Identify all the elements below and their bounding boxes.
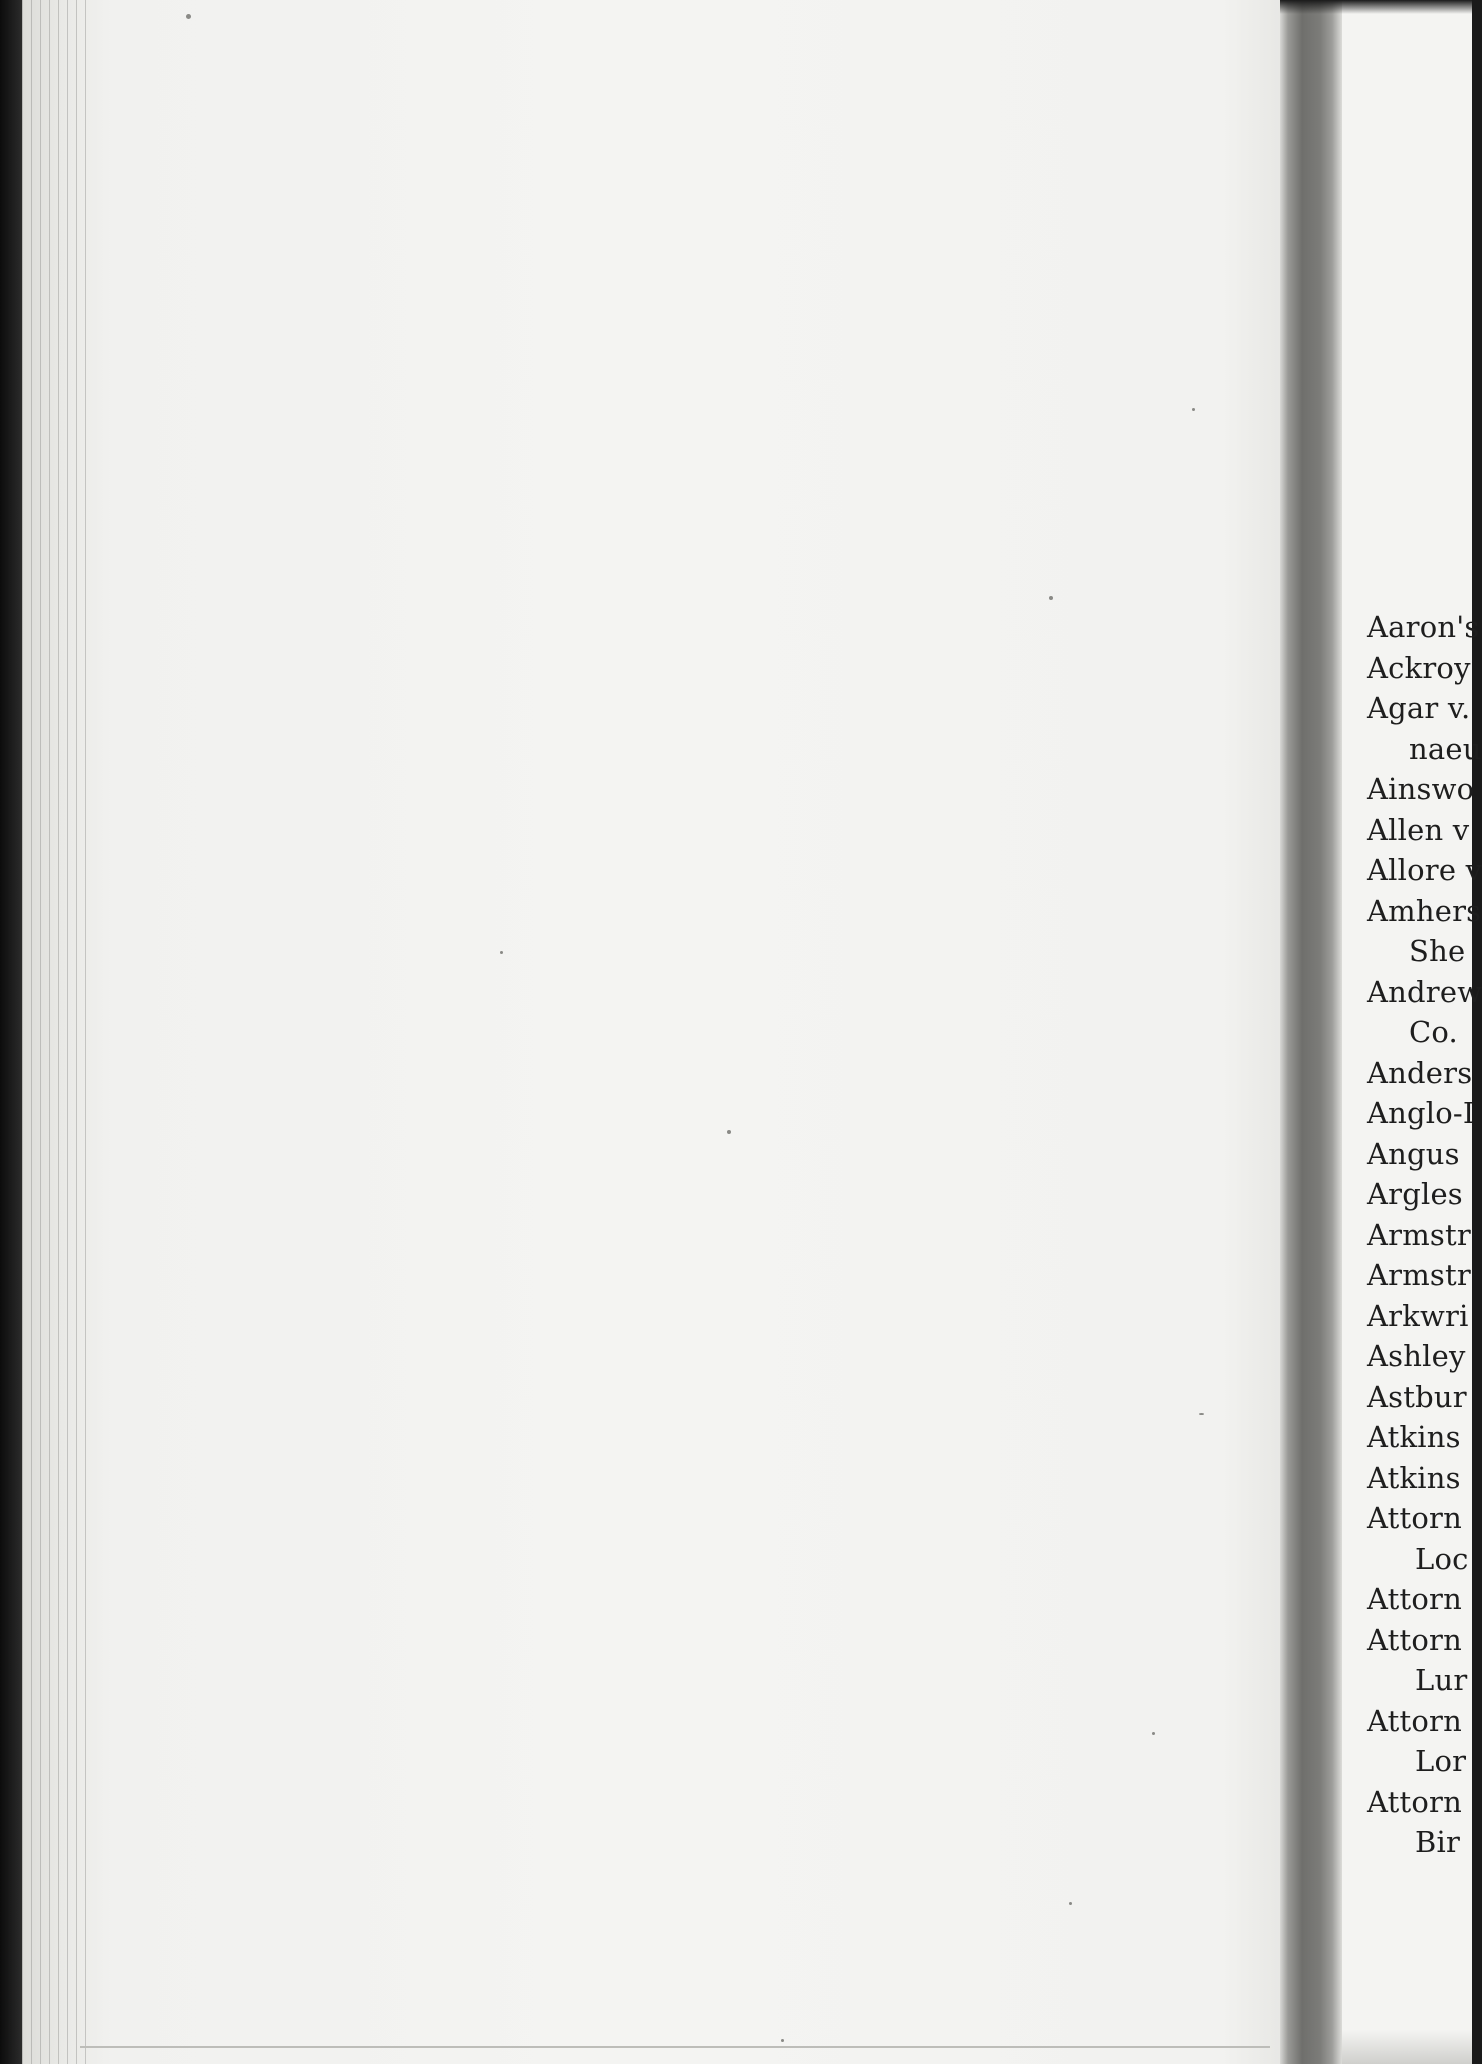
index-entry: Allen v <box>1367 812 1470 847</box>
scanner-edge <box>0 0 22 2064</box>
speck <box>1199 1413 1204 1415</box>
index-entry: Argles <box>1367 1177 1463 1211</box>
index-entry: Aaron's <box>1367 610 1480 644</box>
right-page-bottom-shadow <box>1342 2030 1472 2064</box>
index-entry: Attorn <box>1367 1703 1462 1738</box>
index-entry: Attorn <box>1367 1501 1462 1535</box>
page-bottom-edge <box>80 2046 1270 2048</box>
index-entry: Agar v. <box>1367 691 1471 725</box>
index-entry: Ashley <box>1367 1339 1466 1373</box>
index-entry-list <box>1367 607 1482 1863</box>
speck <box>186 14 191 19</box>
index-entry-continuation: She <box>1409 934 1466 968</box>
index-entry: Andrew <box>1367 974 1482 1009</box>
index-entry: Ackroy <box>1367 650 1471 685</box>
index-entry-continuation: Lor <box>1415 1744 1467 1778</box>
index-entry: Attorn <box>1367 1784 1462 1819</box>
speck <box>781 2039 784 2042</box>
index-entry: Anglo-I <box>1367 1096 1475 1130</box>
index-entry-continuation: Loc <box>1415 1541 1469 1576</box>
index-entry: Anders <box>1367 1055 1473 1090</box>
index-entry: Ainswo <box>1367 772 1475 806</box>
index-entry: Attorn <box>1367 1582 1462 1616</box>
speck <box>1049 596 1053 600</box>
speck <box>1192 408 1195 411</box>
blank-left-page <box>22 0 1290 2064</box>
index-entry: Armstr <box>1367 1258 1471 1292</box>
speck <box>727 1130 731 1134</box>
stacked-page-edges <box>22 0 92 2064</box>
index-entry: Atkins <box>1367 1420 1461 1454</box>
index-entry: Attorn <box>1367 1622 1462 1657</box>
index-entry-continuation: naeu <box>1409 731 1482 766</box>
index-entry: Angus <box>1367 1136 1460 1171</box>
index-entry: Astbur <box>1367 1379 1467 1414</box>
index-entry: Atkins <box>1367 1460 1461 1495</box>
speck <box>500 951 503 954</box>
speck <box>1069 1902 1072 1905</box>
book-gutter <box>1280 0 1342 2064</box>
index-entry: Arkwri <box>1367 1298 1469 1333</box>
index-entry-continuation: Lur <box>1415 1663 1468 1697</box>
index-entry: Allore v <box>1367 853 1482 887</box>
index-entry: Amhers <box>1367 893 1482 928</box>
speck <box>1152 1732 1155 1735</box>
index-entry-continuation: Bir <box>1415 1825 1461 1859</box>
index-entry-continuation: Co. <box>1409 1015 1458 1049</box>
top-shadow <box>1280 0 1472 14</box>
index-entry: Armstr <box>1367 1217 1471 1252</box>
